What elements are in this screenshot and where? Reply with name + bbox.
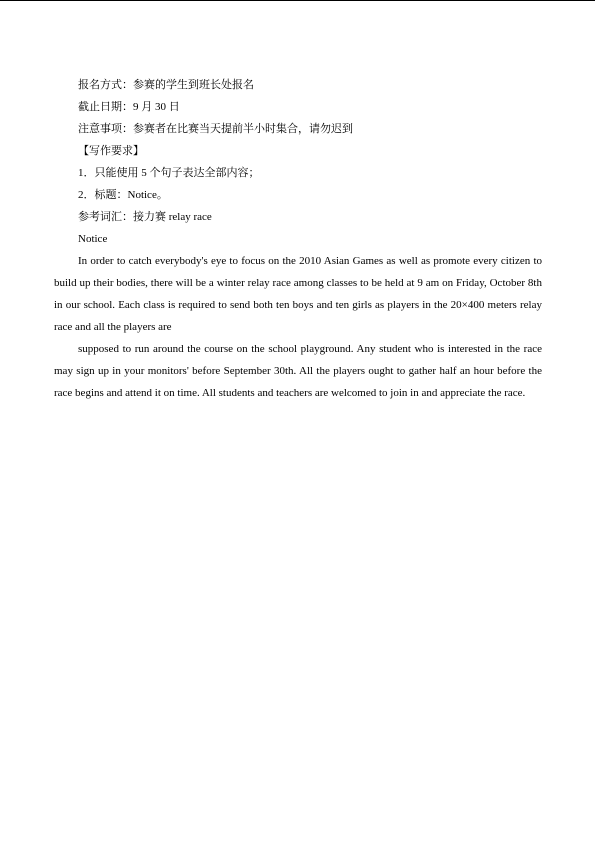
essay-paragraph-1: In order to catch everybody's eye to focus on the 2010 Asian Games as well as promote every citizen to build up their bodies, there will be a winter relay race among classes to be held at 9 am on Friday, October 8th in our school. Each class is required to send both ten boys and ten girls as players in the 20×400 meters relay race and all the players are xyxy=(54,255,542,333)
reference-vocabulary-line: 参考词汇：接力赛 relay race xyxy=(78,211,212,223)
requirement-item-2: 2．标题：Notice。 xyxy=(78,189,168,201)
deadline-line: 截止日期：9 月 30 日 xyxy=(78,101,180,113)
registration-method-line: 报名方式：参赛的学生到班长处报名 xyxy=(78,79,254,91)
essay-title: Notice xyxy=(78,233,108,245)
requirement-item-1: 1．只能使用 5 个句子表达全部内容； xyxy=(78,167,260,179)
document-body xyxy=(54,74,542,404)
notes-line: 注意事项：参赛者在比赛当天提前半小时集合，请勿迟到 xyxy=(78,123,353,135)
essay-paragraph-2: supposed to run around the course on the school playground. Any student who is interested in the race may sign up in your monitors' before September 30th. All the players ought to gather half an hour before the race begins and attend it on time. All students and teachers are welcomed to join in and appreciate the race. xyxy=(54,343,542,399)
top-border-line xyxy=(0,0,595,1)
writing-requirements-heading: 【写作要求】 xyxy=(78,145,144,157)
